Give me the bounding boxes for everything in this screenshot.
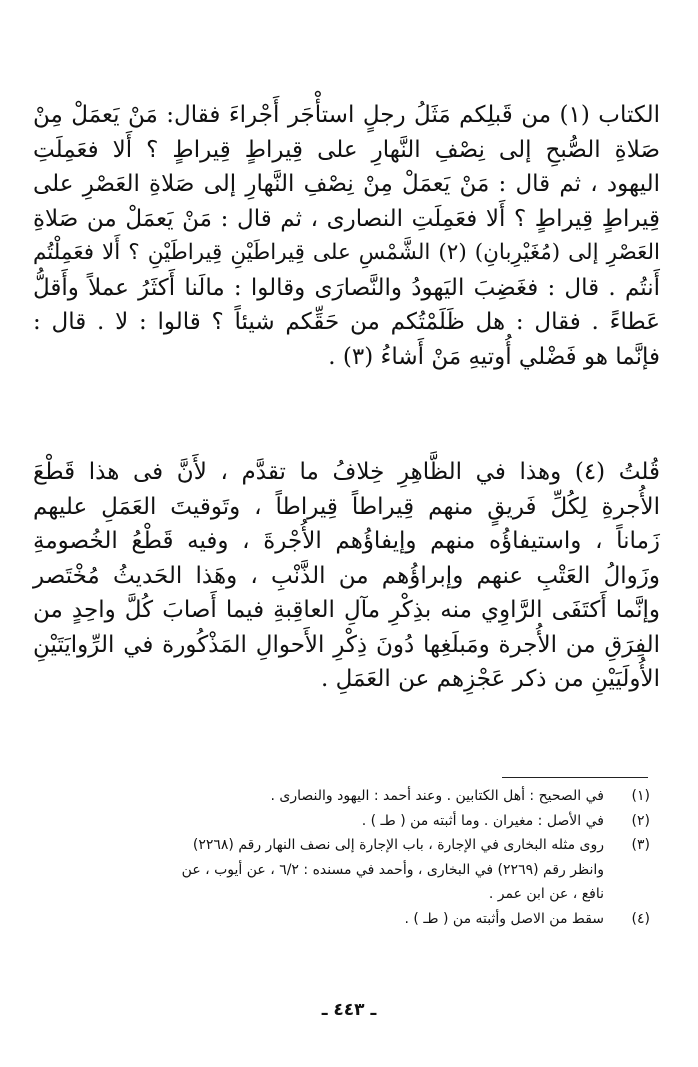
- text-line: قِيراطٍ قِيراطٍ ؟ أَلا فعَمِلَتِ النصارى ، ثم قال : مَنْ يَعمَلْ من صَلاةِ: [33, 205, 660, 232]
- footnote-line: وانظر رقم (٢٢٦٩) في البخارى ، وأحمد في مسنده : ٦/٢ ، عن أيوب ، عن: [181, 861, 604, 878]
- text-line: فإنَّما هو فَضْلي أُوتيهِ مَنْ أَشاءُ (٣) .: [328, 343, 660, 370]
- footnote-1: [38, 784, 650, 809]
- text-line: وزَوالُ العَتْبِ عنهم وإبراؤُهم من الذَّنْبِ ، وهَذا الحَديثُ مُخْتَصر: [33, 562, 660, 589]
- footnotes: [38, 784, 650, 931]
- footnote-line: سقط من الاصل وأثبته من ( طـ ) .: [404, 910, 604, 927]
- text-line: وإنَّما أَكتَفَى الرَّاوِي منه بذِكْرِ مآلِ العاقِبةِ فيما أَصابَ كُلَّ واحِدٍ من: [33, 597, 660, 623]
- text-line: الأُولَيَيْنِ من ذكر عَجْزِهم عن العَمَلِ .: [320, 666, 660, 692]
- footnote-text: [38, 784, 604, 809]
- footnote-number: (٢): [631, 812, 650, 829]
- text-line: العَصْرِ إلى (مُغَيْرِبانِ) (٢) الشَّمْسِ على قِيراطَيْنِ قِيراطَيْنِ ؟ أَلا فعَمِلْتُم: [33, 240, 661, 265]
- footnote-number: (١): [631, 788, 650, 804]
- page-number: ـ ٤٤٣ ـ: [321, 1000, 377, 1020]
- text-line: الفِرَقِ من الأُجرة ومَبلَغِها دُونَ ذِكْرِ الأَحوالِ المَذْكُورة في الرِّوايَتَيْنِ: [33, 631, 660, 658]
- footnote-text: [38, 907, 604, 932]
- footnote-number: (٣): [631, 837, 650, 853]
- footnote-separator: [502, 777, 648, 778]
- paragraph-1: [33, 98, 660, 374]
- footnote-4: [38, 907, 650, 932]
- footnote-line: نافع ، عن ابن عمر .: [488, 886, 604, 902]
- footnote-text: [38, 809, 604, 834]
- text-line: اليهود ، ثم قال : مَنْ يَعمَلْ مِنْ نِصْفِ النَّهارِ إلى صَلاةِ العَصْرِ على: [33, 171, 660, 197]
- text-line: صَلاةِ الصُّبحِ إلى نِصْفِ النَّهارِ على قِيراطٍ قِيراطٍ ؟ أَلا فعَمِلَتِ: [33, 136, 660, 163]
- text-line: أَنتُم . قال : فغَضِبَ اليَهودُ والنَّصارَى وقالوا : مالَنا أَكثَرُ عملاً وأَقلُّ: [33, 274, 660, 301]
- footnote-line: روى مثله البخارى في الإجارة ، باب الإجارة إلى نصف النهار رقم (٢٢٦٨): [192, 837, 604, 853]
- text-line: الأُجرةِ لِكُلِّ فَريقٍ منهم قِيراطاً قِيراطاً ، وتَوقيتَ العَمَلِ عليهم: [33, 493, 660, 520]
- footnote-2: [38, 809, 650, 834]
- footnote-text: [38, 833, 604, 907]
- footnote-line: في الأصل : مغيران . وما أثبته من ( طـ ) .: [361, 812, 604, 829]
- text-line: عَطاءً . فقال : هل ظَلَمْتُكم من حَقِّكم شيئاً ؟ قالوا : لا . قال :: [33, 309, 660, 335]
- text-line: قُلتُ (٤) وهذا في الظَّاهِرِ خِلافُ ما تقدَّم ، لأَنَّ فى هذا قَطْعَ: [33, 459, 660, 485]
- text-line: زَماناً ، واستيفاؤُه منهم وإيفاؤُهم الأُجْرةَ ، وفيه قَطْعُ الخُصومةِ: [33, 528, 660, 554]
- text-line: الكتاب (١) من قَبلِكم مَثَلُ رجلٍ استأْجَر أَجْراءَ فقال: مَنْ يَعمَلْ مِنْ: [33, 102, 660, 128]
- footnote-number: (٤): [631, 910, 650, 927]
- paragraph-2: [33, 455, 660, 697]
- footnote-line: في الصحيح : أهل الكتابين . وعند أحمد : اليهود والنصارى .: [270, 788, 604, 804]
- footnote-3: [38, 833, 650, 907]
